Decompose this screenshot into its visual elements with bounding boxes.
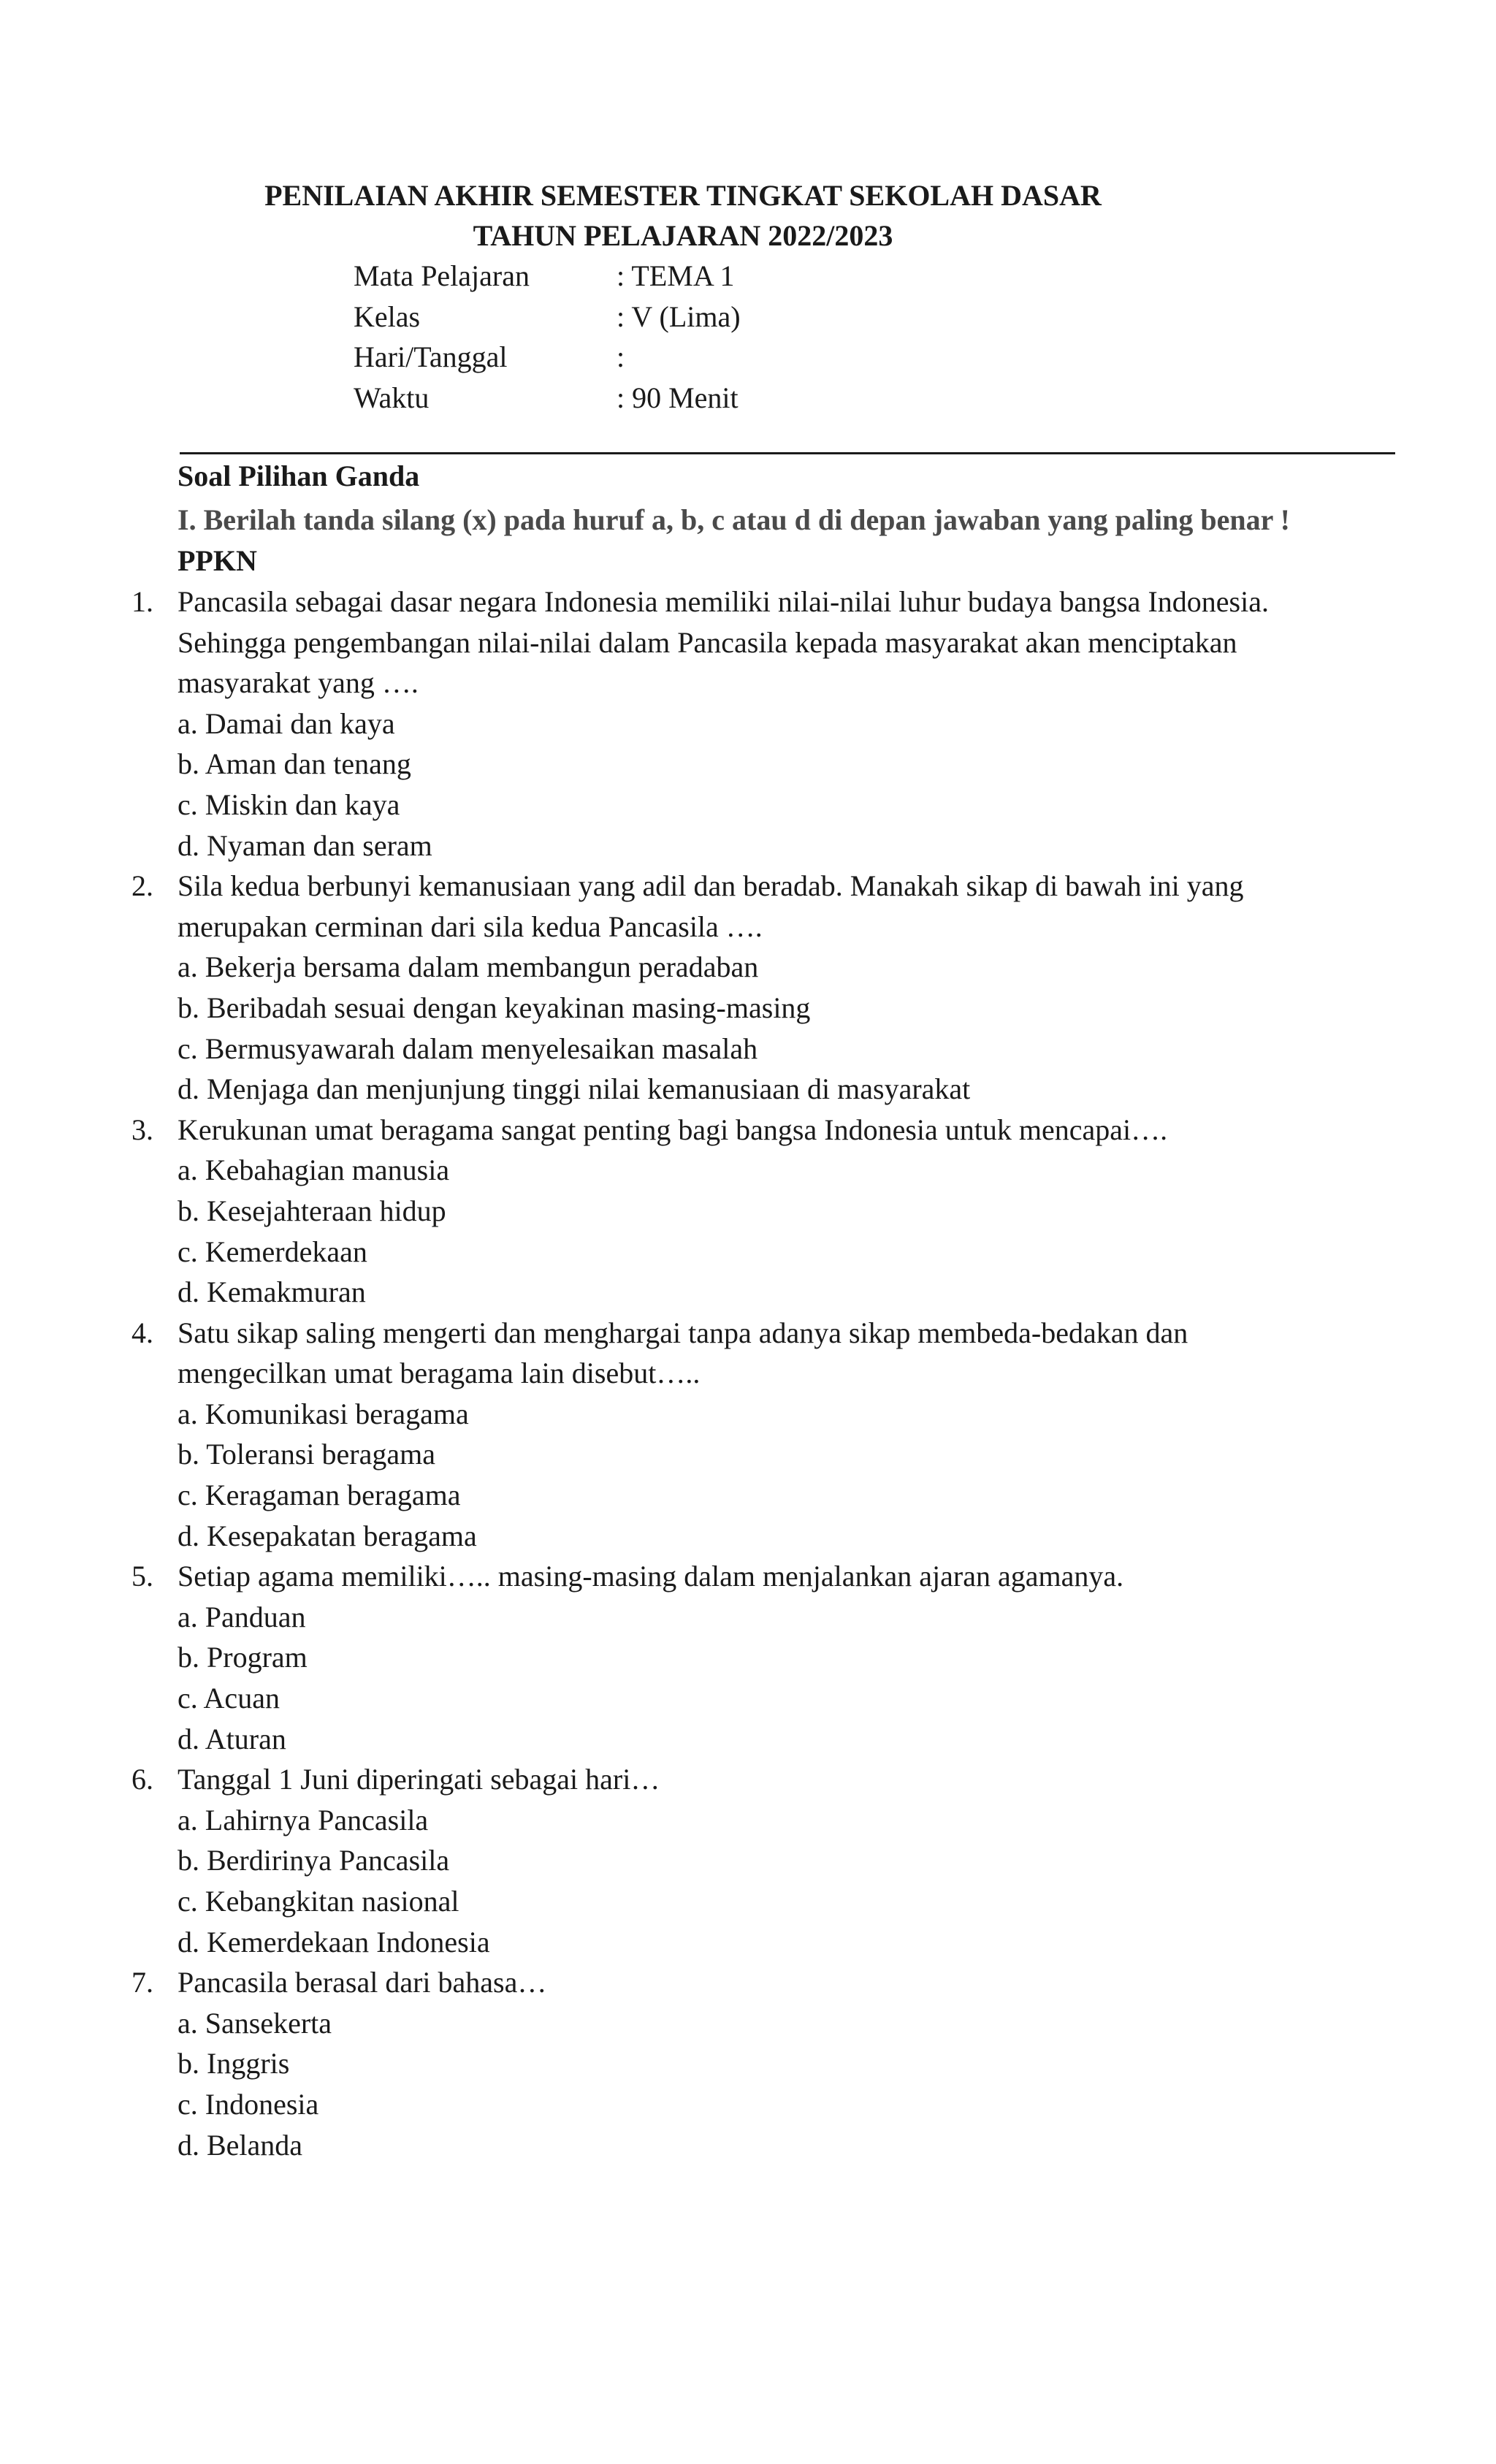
question-item [131, 866, 1373, 1110]
question-item [131, 1962, 1373, 2165]
answer-option[interactable]: d. Belanda [178, 2128, 303, 2162]
question-body [178, 581, 1373, 866]
answer-option[interactable]: c. Kebangkitan nasional [178, 1885, 459, 1918]
header-divider [180, 452, 1395, 454]
answer-options [178, 1597, 1373, 1759]
question-text [178, 1962, 1373, 2003]
question-text [178, 581, 1373, 703]
answer-option[interactable]: c. Indonesia [178, 2087, 319, 2121]
question-text-line: Tanggal 1 Juni diperingati sebagai hari… [178, 1763, 660, 1796]
question-text [178, 1759, 1373, 1800]
answer-options [178, 947, 1373, 1109]
answer-option[interactable]: c. Miskin dan kaya [178, 787, 400, 821]
question-body [178, 1556, 1373, 1759]
answer-option[interactable]: a. Bekerja bersama dalam membangun peradaban [178, 950, 759, 984]
answer-option[interactable]: d. Aturan [178, 1722, 286, 1755]
question-text-line: merupakan cerminan dari sila kedua Pancasila …. [178, 909, 763, 943]
question-number: 2. [131, 869, 153, 903]
exam-year: TAHUN PELAJARAN 2022/2023 [473, 219, 893, 252]
question-text-line: Sehingga pengembangan nilai-nilai dalam Pancasila kepada masyarakat akan menciptakan [178, 625, 1237, 659]
question-text-line: Pancasila berasal dari bahasa… [178, 1966, 547, 1999]
question-number: 5. [131, 1560, 153, 1593]
question-item [131, 581, 1373, 866]
question-text-line: Setiap agama memiliki….. masing-masing dalam menjalankan ajaran agamanya. [178, 1560, 1124, 1593]
question-body [178, 1313, 1373, 1557]
question-number: 7. [131, 1966, 153, 1999]
question-body [178, 1759, 1373, 1962]
meta-label: Mata Pelajaran [354, 259, 530, 292]
exam-title: PENILAIAN AKHIR SEMESTER TINGKAT SEKOLAH DASAR [264, 179, 1102, 212]
question-text [178, 1110, 1373, 1151]
meta-label: Kelas [354, 300, 421, 333]
meta-value: : TEMA 1 [617, 259, 735, 292]
question-number: 3. [131, 1113, 153, 1146]
question-text-line: masyarakat yang …. [178, 666, 419, 700]
question-item [131, 1556, 1373, 1759]
question-number: 1. [131, 585, 153, 618]
answer-option[interactable]: c. Kemerdekaan [178, 1235, 367, 1268]
answer-options [178, 1150, 1373, 1312]
answer-option[interactable]: a. Kebahagian manusia [178, 1153, 450, 1187]
question-body [178, 866, 1373, 1110]
meta-label: Waktu [354, 381, 430, 414]
meta-value: : V (Lima) [617, 300, 741, 333]
question-number: 4. [131, 1316, 153, 1349]
question-text-line: mengecilkan umat beragama lain disebut….. [178, 1357, 701, 1390]
meta-value: : 90 Menit [617, 381, 739, 414]
question-text [178, 1556, 1373, 1597]
question-body [178, 1110, 1373, 1313]
answer-option[interactable]: c. Keragaman beragama [178, 1479, 461, 1512]
instruction-text: I. Berilah tanda silang (x) pada huruf a, b, c atau d di depan jawaban yang paling benar ! [178, 503, 1290, 536]
answer-option[interactable]: b. Berdirinya Pancasila [178, 1844, 450, 1877]
answer-option[interactable]: d. Menjaga dan menjunjung tinggi nilai kemanusiaan di masyarakat [178, 1072, 971, 1106]
answer-option[interactable]: d. Kemakmuran [178, 1275, 366, 1309]
answer-option[interactable]: b. Program [178, 1641, 308, 1674]
question-text-line: Satu sikap saling mengerti dan menghargai tanpa adanya sikap membeda-bedakan dan [178, 1316, 1188, 1349]
answer-option[interactable]: a. Panduan [178, 1600, 306, 1633]
answer-option[interactable]: d. Nyaman dan seram [178, 828, 432, 862]
answer-option[interactable]: a. Komunikasi beragama [178, 1397, 469, 1430]
answer-option[interactable]: a. Lahirnya Pancasila [178, 1803, 429, 1836]
section-title: Soal Pilihan Ganda [178, 459, 420, 492]
question-item [131, 1110, 1373, 1313]
answer-options [178, 1394, 1373, 1556]
answer-options [178, 1800, 1373, 1962]
subject-heading: PPKN [178, 544, 257, 577]
question-text [178, 866, 1373, 947]
meta-row [354, 297, 741, 337]
answer-option[interactable]: b. Toleransi beragama [178, 1438, 435, 1471]
answer-option[interactable]: d. Kesepakatan beragama [178, 1519, 477, 1552]
meta-row [354, 337, 741, 378]
meta-row [354, 256, 741, 297]
meta-value: : [617, 340, 625, 373]
question-text [178, 1313, 1373, 1394]
question-body [178, 1962, 1373, 2165]
question-item [131, 1759, 1373, 1962]
answer-options [178, 703, 1373, 866]
answer-option[interactable]: b. Aman dan tenang [178, 747, 411, 781]
answer-option[interactable]: a. Damai dan kaya [178, 706, 395, 740]
answer-option[interactable]: c. Bermusyawarah dalam menyelesaikan masalah [178, 1031, 758, 1065]
answer-option[interactable]: c. Acuan [178, 1682, 280, 1715]
meta-label: Hari/Tanggal [354, 340, 508, 373]
answer-option[interactable]: b. Beribadah sesuai dengan keyakinan masing-masing [178, 991, 811, 1024]
answer-options [178, 2003, 1373, 2165]
answer-option[interactable]: b. Kesejahteraan hidup [178, 1194, 446, 1227]
question-text-line: Pancasila sebagai dasar negara Indonesia memiliki nilai-nilai luhur budaya bangsa Indonesia. [178, 585, 1269, 618]
answer-option[interactable]: d. Kemerdekaan Indonesia [178, 1925, 490, 1958]
answer-option[interactable]: a. Sansekerta [178, 2006, 332, 2040]
answer-option[interactable]: b. Inggris [178, 2047, 290, 2080]
meta-row [354, 378, 741, 419]
question-text-line: Sila kedua berbunyi kemanusiaan yang adil dan beradab. Manakah sikap di bawah ini yang [178, 869, 1244, 903]
exam-meta [354, 256, 741, 418]
question-item [131, 1313, 1373, 1557]
question-list [131, 581, 1373, 2165]
question-number: 6. [131, 1763, 153, 1796]
question-text-line: Kerukunan umat beragama sangat penting bagi bangsa Indonesia untuk mencapai…. [178, 1113, 1168, 1146]
